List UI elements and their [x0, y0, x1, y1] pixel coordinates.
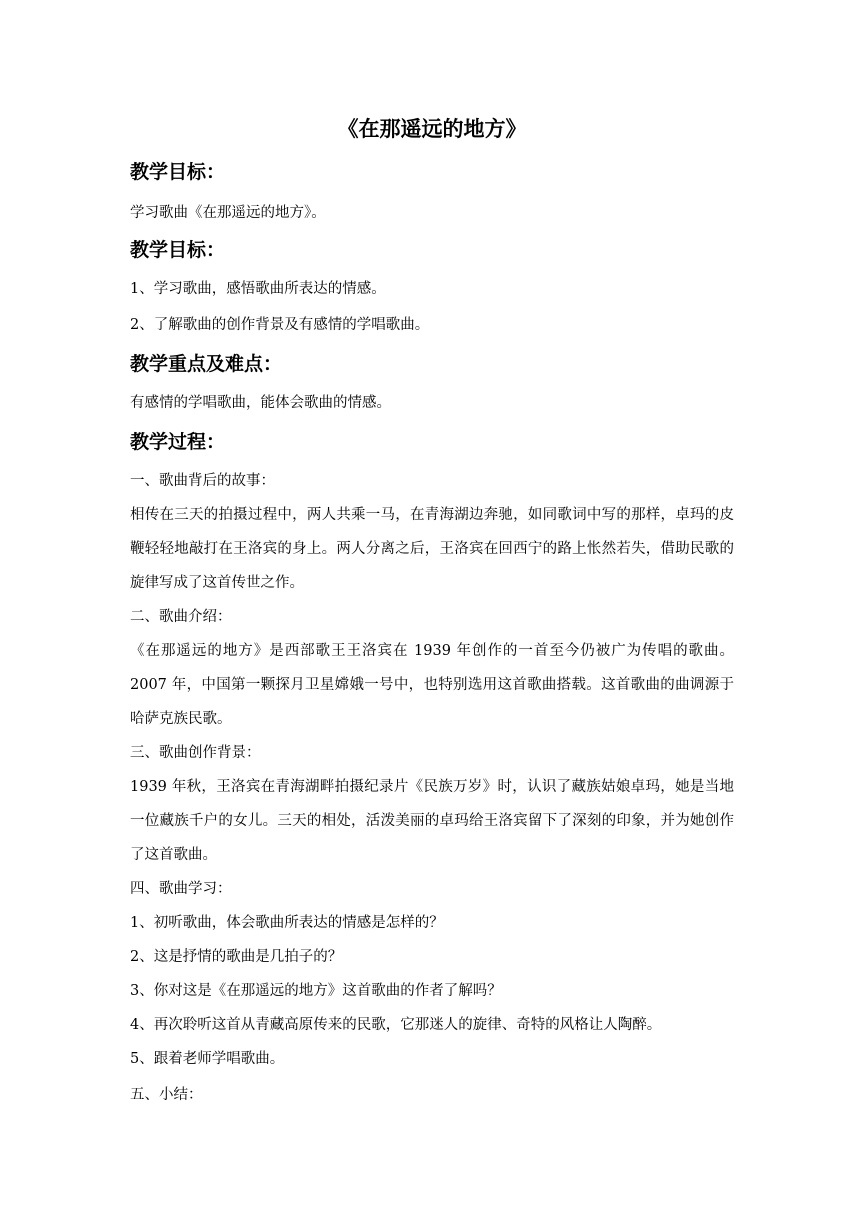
- goal-item-2: 2、了解歌曲的创作背景及有感情的学唱歌曲。: [130, 317, 430, 333]
- learning-item-4: 4、再次聆听这首从青藏高原传来的民歌，它那迷人的旋律、奇特的风格让人陶醉。: [130, 1017, 662, 1033]
- heading-teaching-goal-2: 教学目标：: [130, 239, 226, 261]
- document-title: 《在那遥远的地方》: [337, 117, 527, 141]
- section-title-background: 三、歌曲创作背景：: [130, 745, 261, 761]
- heading-teaching-process: 教学过程：: [130, 431, 226, 453]
- goal-item-1: 1、学习歌曲，感悟歌曲所表达的情感。: [130, 281, 386, 297]
- section-text-story: 相传在三天的拍摄过程中，两人共乘一马，在青海湖边奔驰，如同歌词中写的那样，卓玛的皮鞭轻轻地敲打在王洛宾的身上。两人分离之后，王洛宾在回西宁的路上怅然若失，借助民歌的旋律写成了这首传世之作。: [130, 507, 734, 591]
- section-title-intro: 二、歌曲介绍：: [130, 609, 232, 625]
- section-title-story: 一、歌曲背后的故事：: [130, 473, 275, 489]
- section-text-background: 1939 年秋，王洛宾在青海湖畔拍摄纪录片《民族万岁》时，认识了藏族姑娘卓玛，她是当地一位藏族千户的女儿。三天的相处，活泼美丽的卓玛给王洛宾留下了深刻的印象，并为她创作了这首歌曲。: [130, 779, 734, 863]
- heading-teaching-goal: 教学目标：: [130, 161, 226, 183]
- section-title-learning: 四、歌曲学习：: [130, 881, 232, 897]
- learning-item-3: 3、你对这是《在那遥远的地方》这首歌曲的作者了解吗？: [130, 983, 502, 999]
- section-title-summary: 五、小结：: [130, 1087, 203, 1103]
- section-text-intro: 《在那遥远的地方》是西部歌王王洛宾在 1939 年创作的一首至今仍被广为传唱的歌曲。2007 年，中国第一颗探月卫星嫦娥一号中，也特别选用这首歌曲搭载。这首歌曲的曲调源于哈萨克族民歌。: [130, 643, 734, 727]
- learning-item-5: 5、跟着老师学唱歌曲。: [130, 1051, 285, 1067]
- goal-text: 学习歌曲《在那遥远的地方》。: [130, 205, 326, 221]
- key-text: 有感情的学唱歌曲，能体会歌曲的情感。: [130, 395, 391, 411]
- learning-item-1: 1、初听歌曲，体会歌曲所表达的情感是怎样的？: [130, 915, 444, 931]
- heading-key-points: 教学重点及难点：: [130, 353, 283, 375]
- learning-item-2: 2、这是抒情的歌曲是几拍子的？: [130, 949, 343, 965]
